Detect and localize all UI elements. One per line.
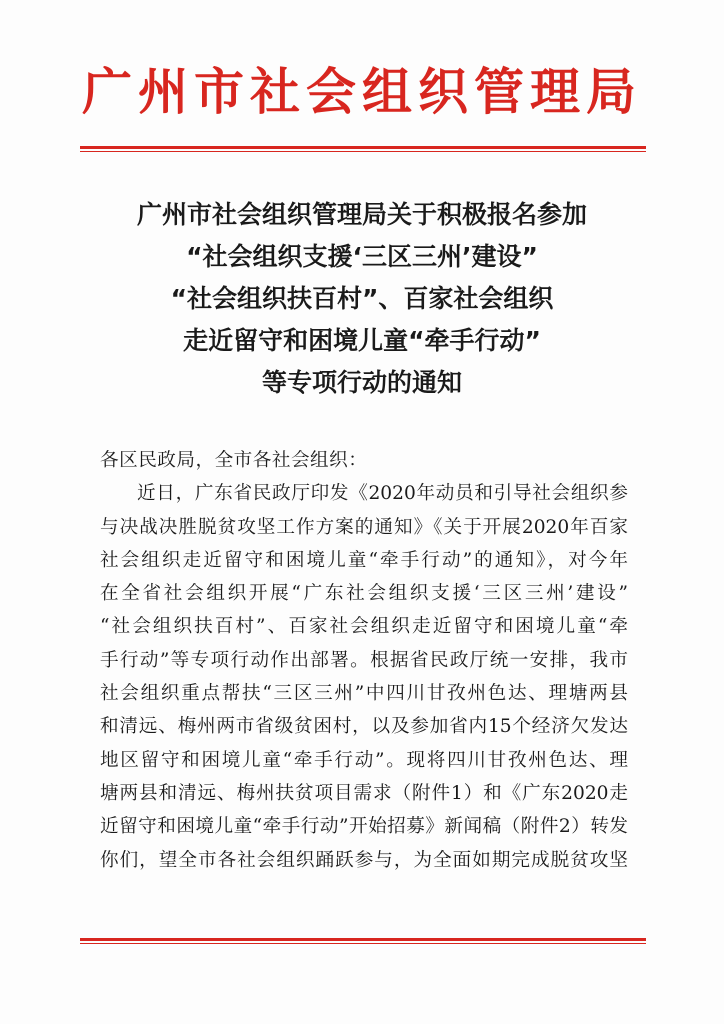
header-divider-thick — [80, 146, 646, 149]
title-line: 等专项行动的通知 — [261, 368, 462, 397]
paragraph-line: 地区留守和困境儿童“牵手行动”。现将四川甘孜州色达、理 — [100, 749, 628, 771]
title-line: 广州市社会组织管理局关于积极报名参加 — [136, 200, 587, 229]
title-line: 走近留守和困境儿童“牵手行动” — [183, 326, 541, 355]
title-line: “社会组织支援‘三区三州’建设” — [186, 242, 538, 271]
paragraph-line: 在全省社会组织开展“广东社会组织支援‘三区三州’建设” — [100, 583, 628, 605]
paragraph-line: 与决战决胜脱贫攻坚工作方案的通知》《关于开展2020年百家 — [100, 516, 628, 538]
paragraph-line: 社会组织走近留守和困境儿童“牵手行动”的通知》，对今年 — [100, 549, 628, 571]
salutation: 各区民政局，全市各社会组织： — [100, 450, 368, 471]
paragraph-line: 近留守和困境儿童“牵手行动”开始招募》新闻稿（附件2）转发 — [100, 816, 628, 838]
paragraph-line: 近日，广东省民政厅印发《2020年动员和引导社会组织参 — [137, 483, 628, 505]
document-body — [100, 444, 628, 877]
footer-divider-thick — [80, 938, 646, 941]
paragraph-line: 社会组织重点帮扶“三区三州”中四川甘孜州色达、理塘两县 — [100, 683, 628, 705]
paragraph-line: 和清远、梅州两市省级贫困村，以及参加省内15个经济欠发达 — [100, 716, 628, 738]
paragraph-line: “社会组织扶百村”、百家社会组织走近留守和困境儿童“牵 — [100, 616, 628, 638]
paragraph-line: 手行动”等专项行动作出部署。根据省民政厅统一安排，我市 — [100, 649, 628, 671]
paragraph-line: 你们，望全市各社会组织踊跃参与，为全面如期完成脱贫攻坚 — [100, 849, 628, 871]
paragraph-line: 塘两县和清远、梅州扶贫项目需求（附件1）和《广东2020走 — [100, 782, 628, 804]
title-line: “社会组织扶百村”、百家社会组织 — [170, 284, 554, 313]
organization-header: 广州市社会组织管理局 — [82, 62, 642, 121]
footer-divider-thin — [80, 943, 646, 944]
document-title — [0, 194, 724, 404]
header-divider-thin — [80, 151, 646, 152]
